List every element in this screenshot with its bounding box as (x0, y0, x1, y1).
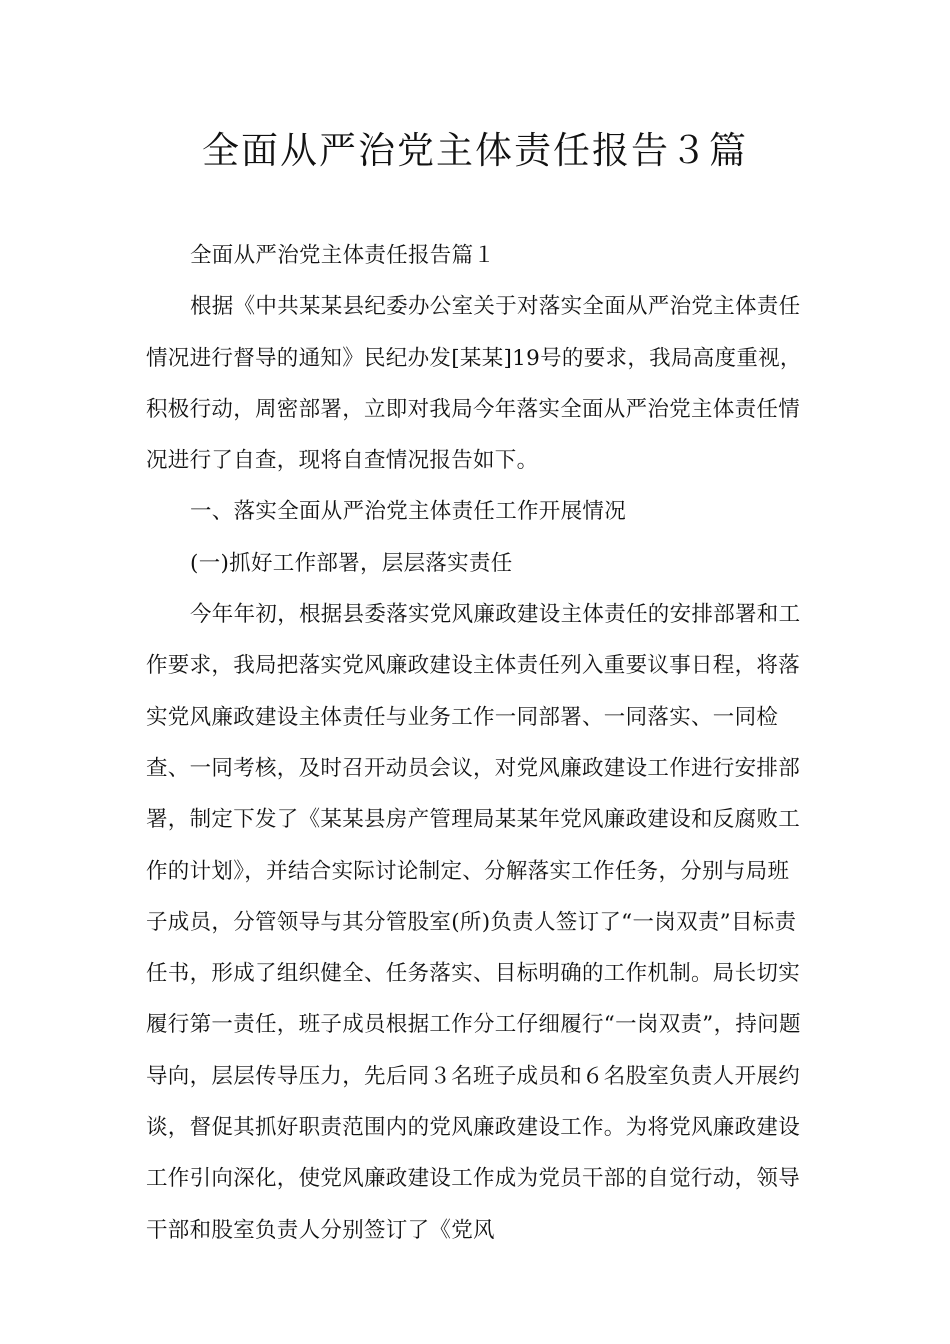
intro-paragraph: 根据《中共某某县纪委办公室关于对落实全面从严治党主体责任情况进行督导的通知》民纪办发[某某]19号的要求，我局高度重视，积极行动，周密部署，立即对我局今年落实全面从严治党主体责任情况进行了自查，现将自查情况报告如下。 (146, 294, 802, 474)
document-body (146, 230, 806, 1256)
subsection-heading: (一)抓好工作部署，层层落实责任 (190, 550, 513, 576)
document-title: 全面从严治党主体责任报告３篇 (202, 129, 748, 172)
section-heading: 一、落实全面从严治党主体责任工作开展情况 (190, 499, 627, 525)
body-paragraph: 今年年初，根据县委落实党风廉政建设主体责任的安排部署和工作要求，我局把落实党风廉政建设主体责任列入重要议事日程，将落实党风廉政建设主体责任与业务工作一同部署、一同落实、一同检查、一同考核，及时召开动员会议，对党风廉政建设工作进行安排部署，制定下发了《某某县房产管理局某某年党风廉政建设和反腐败工作的计划》，并结合实际讨论制定、分解落实工作任务，分别与局班子成员，分管领导与其分管股室(所)负责人签订了“一岗双责”目标责任书，形成了组织健全、任务落实、目标明确的工作机制。局长切实履行第一责任，班子成员根据工作分工仔细履行“一岗双责”，持问题导向，层层传导压力，先后同３名班子成员和６名股室负责人开展约谈，督促其抓好职责范围内的党风廉政建设工作。为将党风廉政建设工作引向深化，使党风廉政建设工作成为党员干部的自觉行动，领导干部和股室负责人分别签订了《党风 (146, 602, 801, 1243)
section-heading-part1: 全面从严治党主体责任报告篇１ (190, 243, 496, 268)
